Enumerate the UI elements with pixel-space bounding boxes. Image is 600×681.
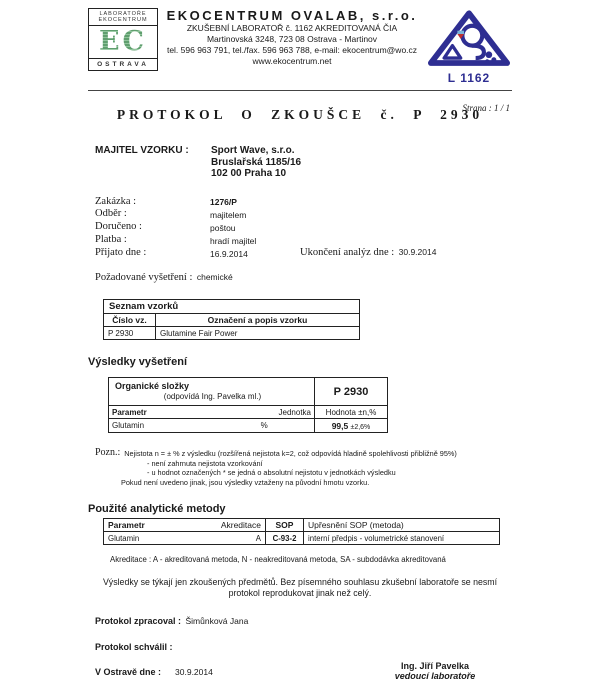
methods-col-spec: Upřesnění SOP (metoda) (304, 519, 500, 532)
samples-table-title: Seznam vzorků (104, 300, 360, 314)
table-row (104, 532, 500, 545)
note-line-2: - není zahrnuta nejistota vzorkování (147, 458, 263, 468)
letterhead-text (158, 8, 426, 67)
place-date-label: V Ostravě dne : (95, 667, 162, 678)
disclaimer-line-1: Výsledky se týkají jen zkoušených předmětů. Bez písemného souhlasu zkušební laboratoře se nesmí (102, 577, 498, 588)
requested-examination (88, 267, 512, 285)
signer-block (350, 661, 520, 681)
cia-accreditation-mark (426, 10, 512, 85)
prepared-by-value: Šimůnková Jana (185, 616, 249, 627)
completed-label: Ukončení analýz dne : (300, 247, 395, 259)
letterhead (88, 0, 512, 85)
website-line: www.ekocentrum.net (252, 56, 332, 66)
company-name: EKOCENTRUM OVALAB, s.r.o. (166, 8, 418, 23)
methods-table (103, 518, 500, 545)
detail-label: Přijato dne : (95, 247, 147, 259)
results-col-value: Hodnota ±n,% (315, 406, 388, 419)
detail-label: Zakázka : (95, 195, 137, 207)
owner-address (211, 145, 301, 180)
logo-top-line1: LABORATOŘE (99, 11, 147, 17)
results-group-cell (109, 378, 315, 406)
page-number: Strana : 1 / 1 (462, 103, 510, 113)
detail-value: poštou (210, 222, 236, 233)
detail-row-delivery (95, 221, 512, 234)
result-uncertainty: ±2,6% (350, 423, 371, 431)
detail-value: hradí majitel (210, 235, 257, 246)
disclaimer-line-2: protokol reprodukovat jinak než celý. (228, 588, 372, 599)
note-line-3: - u hodnot označených * se jedná o absolutní nejistotu v jednotkách výsledku (147, 468, 396, 478)
detail-row-sampling (95, 208, 512, 221)
results-heading: Výsledky vyšetření (88, 356, 188, 369)
results-table (108, 377, 388, 433)
method-sop: C-93-2 (266, 532, 304, 545)
result-value-cell (315, 419, 388, 433)
samples-col-id: Číslo vz. (104, 314, 156, 327)
table-row (104, 327, 360, 340)
results-col-unit: Jednotka (214, 406, 314, 419)
result-unit: % (260, 421, 268, 431)
signer-name: Ing. Jiří Pavelka (400, 661, 470, 672)
result-value: 99,5 (331, 420, 349, 431)
title-row (88, 103, 512, 123)
group-responsible: (odpovídá Ing. Pavelka ml.) (163, 392, 262, 402)
contact-line: tel. 596 963 791, tel./fax. 596 963 788, e-mail: ekocentrum@wo.cz (166, 45, 418, 55)
address-line: Martinovská 3248, 723 08 Ostrava - Martinov (206, 34, 378, 44)
cia-number: L 1162 (447, 71, 491, 85)
requested-value: chemické (196, 272, 233, 283)
sample-owner-section (88, 145, 512, 180)
owner-city: 102 00 Praha 10 (211, 168, 287, 179)
logo-top-line2: EKOCENTRUM (89, 17, 157, 26)
approved-by-label: Protokol schválil : (95, 642, 173, 653)
logo-city: OSTRAVA (89, 58, 157, 70)
notes-label: Pozn.: (95, 447, 121, 459)
cia-triangle-icon (427, 10, 511, 68)
place-date-value: 30.9.2014 (175, 667, 213, 678)
method-spec: interní předpis - volumetrické stanovení (308, 533, 445, 543)
method-accreditation: A (255, 533, 261, 543)
detail-row-order (95, 196, 512, 209)
methods-col-sop: SOP (266, 519, 304, 532)
logo-initials: EC (89, 26, 157, 58)
table-row (109, 419, 388, 433)
owner-name: Sport Wave, s.r.o. (211, 145, 295, 156)
group-name: Organické složky (115, 381, 190, 392)
results-sample-id: P 2930 (315, 378, 388, 406)
detail-label: Odběr : (95, 208, 127, 220)
header-divider (88, 90, 512, 91)
disclaimer (88, 577, 512, 599)
owner-street: Bruslařská 1185/16 (211, 156, 302, 168)
detail-label: Platba : (95, 234, 127, 246)
method-param: Glutamin (108, 533, 140, 543)
sample-description: Glutamine Fair Power (160, 328, 238, 338)
samples-col-desc: Označení a popis vzorku (156, 314, 360, 327)
document-title: PROTOKOL O ZKOUŠCE č. P 2930 (116, 107, 484, 122)
analysis-completed (300, 242, 436, 260)
methods-col-accred: Akreditace (212, 519, 266, 532)
notes-section (88, 447, 512, 487)
order-details (88, 196, 512, 261)
prepared-by-label: Protokol zpracoval : (95, 616, 182, 627)
note-line-4: Pokud není uvedeno jinak, jsou výsledky vztaženy na původní hmotu vzorku. (121, 477, 370, 487)
detail-value: 16.9.2014 (210, 248, 248, 259)
accreditation-legend: Akreditace : A - akreditovaná metoda, N - neakreditovaná metoda, SA - subdodávka akreditovaná (110, 555, 446, 565)
methods-heading: Použité analytické metody (88, 503, 226, 516)
note-line-1: Nejistota n = ± % z výsledku (rozšířená nejistota k=2, což odpovídá hladině spolehlivosti přibližně 95%) (124, 449, 457, 459)
detail-value: majitelem (210, 209, 247, 220)
detail-label: Doručeno : (95, 221, 142, 233)
result-param: Glutamin (112, 421, 145, 431)
detail-value: 1276/P (210, 197, 237, 207)
requested-label: Požadované vyšetření : (95, 272, 193, 284)
results-col-param: Parametr (109, 406, 215, 419)
signature-section (88, 611, 512, 681)
owner-label: MAJITEL VZORKU : (95, 145, 189, 156)
methods-col-param: Parametr (104, 519, 212, 532)
ekocentrum-logo (88, 8, 158, 71)
lab-accreditation-line: ZKUŠEBNÍ LABORATOŘ č. 1162 AKREDITOVANÁ ČIA (186, 23, 398, 33)
completed-date: 30.9.2014 (398, 247, 437, 258)
signer-title: vedoucí laboratoře (394, 671, 476, 681)
sample-id: P 2930 (104, 327, 156, 340)
samples-table (103, 299, 360, 340)
